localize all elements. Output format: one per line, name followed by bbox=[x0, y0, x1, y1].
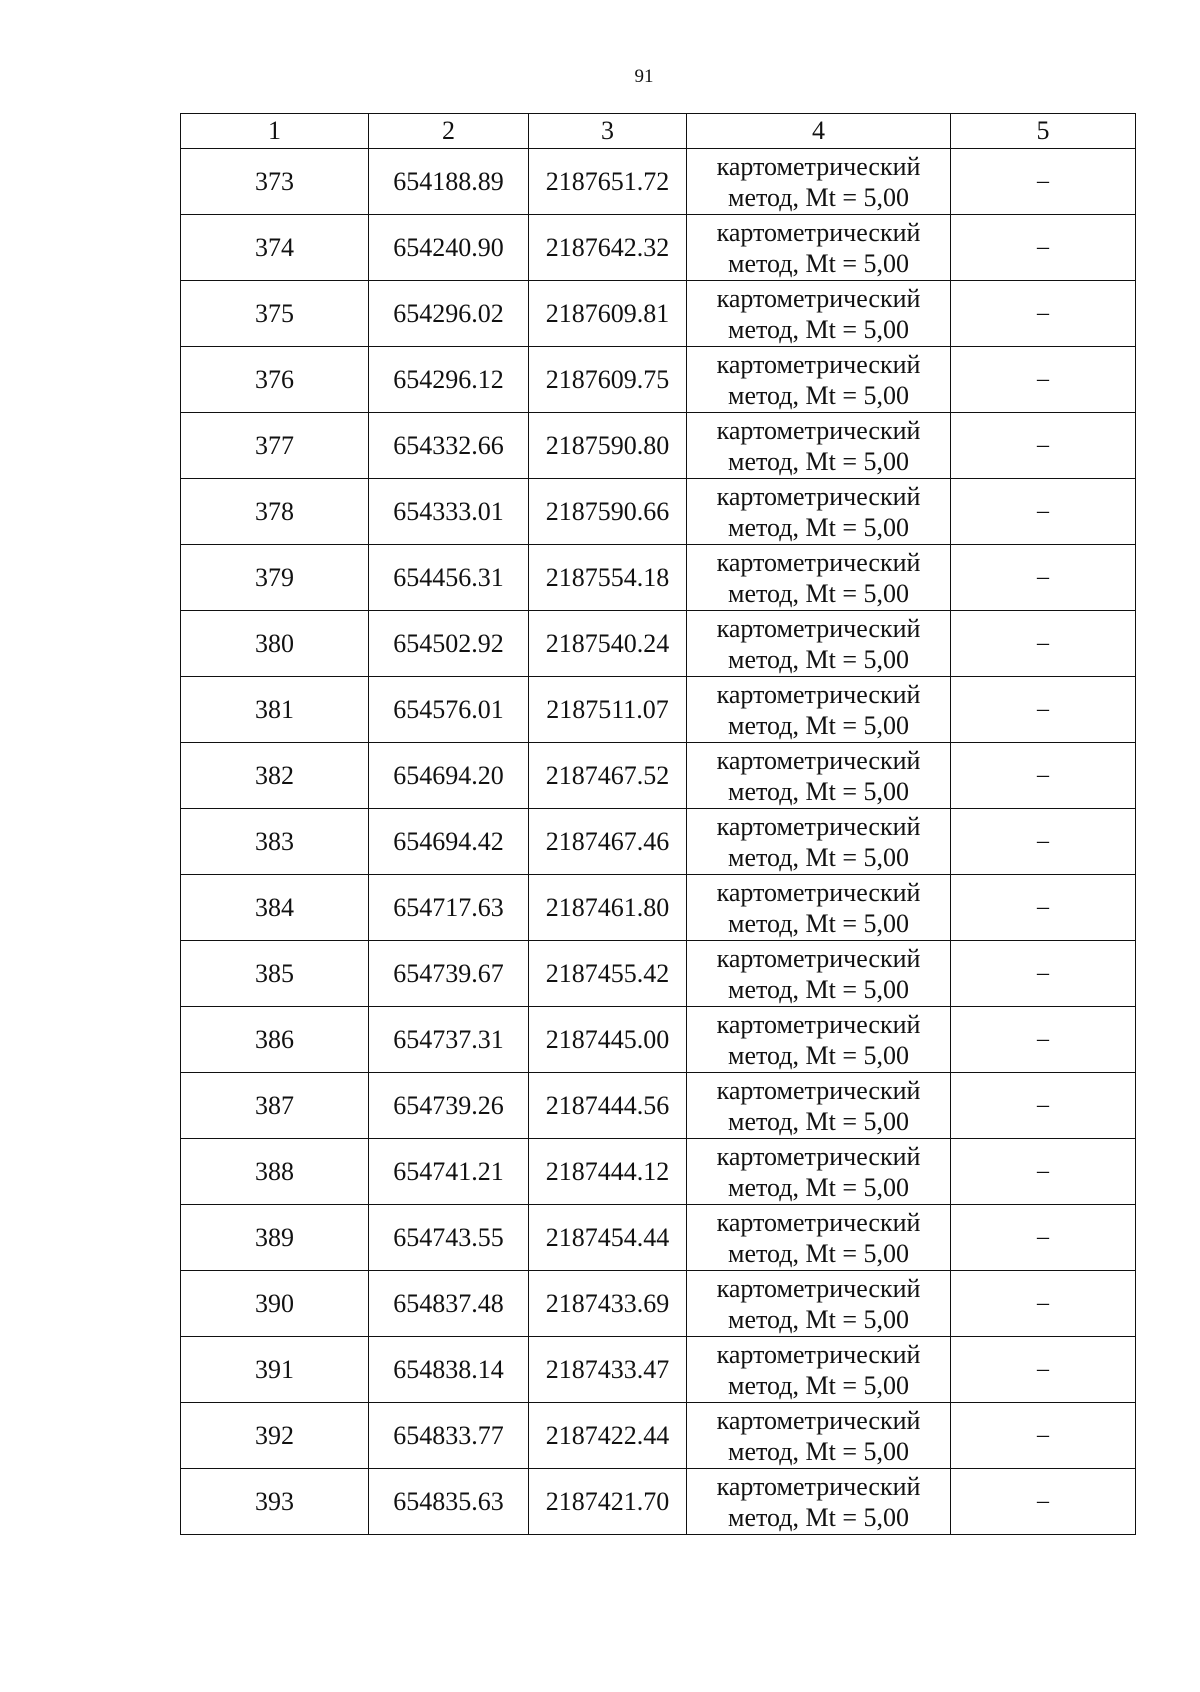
note-cell: – bbox=[951, 1337, 1136, 1403]
method-line-2: метод, Mt = 5,00 bbox=[728, 1370, 909, 1400]
method-line-1: картометрический bbox=[716, 613, 921, 643]
column-header-4: 4 bbox=[687, 114, 951, 149]
y-coordinate-cell: 2187511.07 bbox=[529, 677, 687, 743]
method-line-2: метод, Mt = 5,00 bbox=[728, 446, 909, 476]
x-coordinate-cell: 654837.48 bbox=[369, 1271, 529, 1337]
table-row bbox=[181, 809, 1136, 875]
x-coordinate-cell: 654188.89 bbox=[369, 149, 529, 215]
y-coordinate-cell: 2187461.80 bbox=[529, 875, 687, 941]
x-coordinate-cell: 654838.14 bbox=[369, 1337, 529, 1403]
method-line-2: метод, Mt = 5,00 bbox=[728, 1502, 909, 1532]
method-line-1: картометрический bbox=[716, 349, 921, 379]
column-header-5: 5 bbox=[951, 114, 1136, 149]
x-coordinate-cell: 654694.42 bbox=[369, 809, 529, 875]
method-line-2: метод, Mt = 5,00 bbox=[728, 1238, 909, 1268]
x-coordinate-cell: 654456.31 bbox=[369, 545, 529, 611]
method-cell bbox=[687, 347, 951, 413]
method-line-1: картометрический bbox=[716, 1207, 921, 1237]
point-number-cell: 391 bbox=[181, 1337, 369, 1403]
point-number-cell: 383 bbox=[181, 809, 369, 875]
table-row bbox=[181, 1205, 1136, 1271]
method-line-1: картометрический bbox=[716, 1273, 921, 1303]
table-row bbox=[181, 545, 1136, 611]
point-number-cell: 387 bbox=[181, 1073, 369, 1139]
method-line-2: метод, Mt = 5,00 bbox=[728, 908, 909, 938]
point-number-cell: 374 bbox=[181, 215, 369, 281]
x-coordinate-cell: 654576.01 bbox=[369, 677, 529, 743]
method-line-2: метод, Mt = 5,00 bbox=[728, 1304, 909, 1334]
x-coordinate-cell: 654694.20 bbox=[369, 743, 529, 809]
x-coordinate-cell: 654296.02 bbox=[369, 281, 529, 347]
method-line-2: метод, Mt = 5,00 bbox=[728, 248, 909, 278]
table-row bbox=[181, 941, 1136, 1007]
method-line-1: картометрический bbox=[716, 943, 921, 973]
method-line-1: картометрический bbox=[716, 151, 921, 181]
y-coordinate-cell: 2187444.12 bbox=[529, 1139, 687, 1205]
note-cell: – bbox=[951, 1205, 1136, 1271]
method-line-1: картометрический bbox=[716, 1009, 921, 1039]
point-number-cell: 375 bbox=[181, 281, 369, 347]
x-coordinate-cell: 654833.77 bbox=[369, 1403, 529, 1469]
note-cell: – bbox=[951, 1469, 1136, 1535]
table-row bbox=[181, 347, 1136, 413]
y-coordinate-cell: 2187651.72 bbox=[529, 149, 687, 215]
method-line-2: метод, Mt = 5,00 bbox=[728, 314, 909, 344]
table-row bbox=[181, 677, 1136, 743]
note-cell: – bbox=[951, 149, 1136, 215]
table-row bbox=[181, 281, 1136, 347]
point-number-cell: 385 bbox=[181, 941, 369, 1007]
x-coordinate-cell: 654502.92 bbox=[369, 611, 529, 677]
note-cell: – bbox=[951, 875, 1136, 941]
point-number-cell: 392 bbox=[181, 1403, 369, 1469]
method-line-2: метод, Mt = 5,00 bbox=[728, 1106, 909, 1136]
method-cell bbox=[687, 1073, 951, 1139]
y-coordinate-cell: 2187540.24 bbox=[529, 611, 687, 677]
note-cell: – bbox=[951, 413, 1136, 479]
point-number-cell: 384 bbox=[181, 875, 369, 941]
y-coordinate-cell: 2187433.47 bbox=[529, 1337, 687, 1403]
note-cell: – bbox=[951, 479, 1136, 545]
point-number-cell: 379 bbox=[181, 545, 369, 611]
method-cell bbox=[687, 1403, 951, 1469]
table-row bbox=[181, 215, 1136, 281]
table-header-row bbox=[181, 114, 1136, 149]
note-cell: – bbox=[951, 809, 1136, 875]
x-coordinate-cell: 654717.63 bbox=[369, 875, 529, 941]
x-coordinate-cell: 654332.66 bbox=[369, 413, 529, 479]
y-coordinate-cell: 2187444.56 bbox=[529, 1073, 687, 1139]
method-cell bbox=[687, 479, 951, 545]
x-coordinate-cell: 654739.26 bbox=[369, 1073, 529, 1139]
y-coordinate-cell: 2187467.52 bbox=[529, 743, 687, 809]
method-line-1: картометрический bbox=[716, 745, 921, 775]
method-cell bbox=[687, 941, 951, 1007]
method-line-1: картометрический bbox=[716, 1141, 921, 1171]
note-cell: – bbox=[951, 281, 1136, 347]
x-coordinate-cell: 654741.21 bbox=[369, 1139, 529, 1205]
method-line-1: картометрический bbox=[716, 481, 921, 511]
method-line-1: картометрический bbox=[716, 1075, 921, 1105]
y-coordinate-cell: 2187422.44 bbox=[529, 1403, 687, 1469]
y-coordinate-cell: 2187609.75 bbox=[529, 347, 687, 413]
table-row bbox=[181, 1337, 1136, 1403]
method-line-1: картометрический bbox=[716, 811, 921, 841]
point-number-cell: 386 bbox=[181, 1007, 369, 1073]
method-cell bbox=[687, 611, 951, 677]
table-row bbox=[181, 875, 1136, 941]
x-coordinate-cell: 654835.63 bbox=[369, 1469, 529, 1535]
method-cell bbox=[687, 809, 951, 875]
table-row bbox=[181, 611, 1136, 677]
column-header-1: 1 bbox=[181, 114, 369, 149]
point-number-cell: 380 bbox=[181, 611, 369, 677]
table-row bbox=[181, 1271, 1136, 1337]
method-line-1: картометрический bbox=[716, 1405, 921, 1435]
column-header-2: 2 bbox=[369, 114, 529, 149]
note-cell: – bbox=[951, 1139, 1136, 1205]
table-row bbox=[181, 1073, 1136, 1139]
method-line-2: метод, Mt = 5,00 bbox=[728, 182, 909, 212]
note-cell: – bbox=[951, 215, 1136, 281]
table-row bbox=[181, 149, 1136, 215]
method-line-2: метод, Mt = 5,00 bbox=[728, 512, 909, 542]
method-line-1: картометрический bbox=[716, 415, 921, 445]
method-cell bbox=[687, 1337, 951, 1403]
note-cell: – bbox=[951, 677, 1136, 743]
column-header-3: 3 bbox=[529, 114, 687, 149]
note-cell: – bbox=[951, 941, 1136, 1007]
y-coordinate-cell: 2187590.80 bbox=[529, 413, 687, 479]
note-cell: – bbox=[951, 1403, 1136, 1469]
method-line-1: картометрический bbox=[716, 217, 921, 247]
method-cell bbox=[687, 281, 951, 347]
y-coordinate-cell: 2187421.70 bbox=[529, 1469, 687, 1535]
coordinates-table bbox=[180, 113, 1136, 1535]
table-row bbox=[181, 1007, 1136, 1073]
method-line-2: метод, Mt = 5,00 bbox=[728, 710, 909, 740]
note-cell: – bbox=[951, 347, 1136, 413]
method-line-2: метод, Mt = 5,00 bbox=[728, 1436, 909, 1466]
point-number-cell: 381 bbox=[181, 677, 369, 743]
method-line-2: метод, Mt = 5,00 bbox=[728, 380, 909, 410]
note-cell: – bbox=[951, 743, 1136, 809]
method-line-1: картометрический bbox=[716, 1339, 921, 1369]
method-line-2: метод, Mt = 5,00 bbox=[728, 578, 909, 608]
method-line-1: картометрический bbox=[716, 283, 921, 313]
x-coordinate-cell: 654739.67 bbox=[369, 941, 529, 1007]
method-line-1: картометрический bbox=[716, 547, 921, 577]
point-number-cell: 390 bbox=[181, 1271, 369, 1337]
method-line-2: метод, Mt = 5,00 bbox=[728, 974, 909, 1004]
note-cell: – bbox=[951, 1271, 1136, 1337]
method-line-1: картометрический bbox=[716, 877, 921, 907]
method-line-1: картометрический bbox=[716, 679, 921, 709]
method-cell bbox=[687, 1007, 951, 1073]
table-row bbox=[181, 743, 1136, 809]
page-number: 91 bbox=[634, 66, 654, 87]
table-row bbox=[181, 413, 1136, 479]
y-coordinate-cell: 2187590.66 bbox=[529, 479, 687, 545]
method-line-1: картометрический bbox=[716, 1471, 921, 1501]
table-row bbox=[181, 1403, 1136, 1469]
method-cell bbox=[687, 149, 951, 215]
method-line-2: метод, Mt = 5,00 bbox=[728, 1040, 909, 1070]
method-cell bbox=[687, 413, 951, 479]
x-coordinate-cell: 654743.55 bbox=[369, 1205, 529, 1271]
y-coordinate-cell: 2187609.81 bbox=[529, 281, 687, 347]
point-number-cell: 388 bbox=[181, 1139, 369, 1205]
table-row bbox=[181, 479, 1136, 545]
x-coordinate-cell: 654240.90 bbox=[369, 215, 529, 281]
method-cell bbox=[687, 1271, 951, 1337]
point-number-cell: 376 bbox=[181, 347, 369, 413]
y-coordinate-cell: 2187642.32 bbox=[529, 215, 687, 281]
point-number-cell: 389 bbox=[181, 1205, 369, 1271]
y-coordinate-cell: 2187454.44 bbox=[529, 1205, 687, 1271]
y-coordinate-cell: 2187455.42 bbox=[529, 941, 687, 1007]
x-coordinate-cell: 654333.01 bbox=[369, 479, 529, 545]
point-number-cell: 393 bbox=[181, 1469, 369, 1535]
method-line-2: метод, Mt = 5,00 bbox=[728, 776, 909, 806]
method-cell bbox=[687, 215, 951, 281]
table-row bbox=[181, 1139, 1136, 1205]
method-cell bbox=[687, 1139, 951, 1205]
method-cell bbox=[687, 743, 951, 809]
y-coordinate-cell: 2187433.69 bbox=[529, 1271, 687, 1337]
point-number-cell: 373 bbox=[181, 149, 369, 215]
method-cell bbox=[687, 1205, 951, 1271]
table-row bbox=[181, 1469, 1136, 1535]
table-body bbox=[181, 149, 1136, 1535]
method-line-2: метод, Mt = 5,00 bbox=[728, 644, 909, 674]
method-line-2: метод, Mt = 5,00 bbox=[728, 842, 909, 872]
x-coordinate-cell: 654296.12 bbox=[369, 347, 529, 413]
point-number-cell: 378 bbox=[181, 479, 369, 545]
note-cell: – bbox=[951, 545, 1136, 611]
method-cell bbox=[687, 1469, 951, 1535]
note-cell: – bbox=[951, 611, 1136, 677]
note-cell: – bbox=[951, 1073, 1136, 1139]
method-line-2: метод, Mt = 5,00 bbox=[728, 1172, 909, 1202]
note-cell: – bbox=[951, 1007, 1136, 1073]
point-number-cell: 377 bbox=[181, 413, 369, 479]
y-coordinate-cell: 2187554.18 bbox=[529, 545, 687, 611]
point-number-cell: 382 bbox=[181, 743, 369, 809]
y-coordinate-cell: 2187467.46 bbox=[529, 809, 687, 875]
method-cell bbox=[687, 875, 951, 941]
y-coordinate-cell: 2187445.00 bbox=[529, 1007, 687, 1073]
x-coordinate-cell: 654737.31 bbox=[369, 1007, 529, 1073]
method-cell bbox=[687, 545, 951, 611]
method-cell bbox=[687, 677, 951, 743]
